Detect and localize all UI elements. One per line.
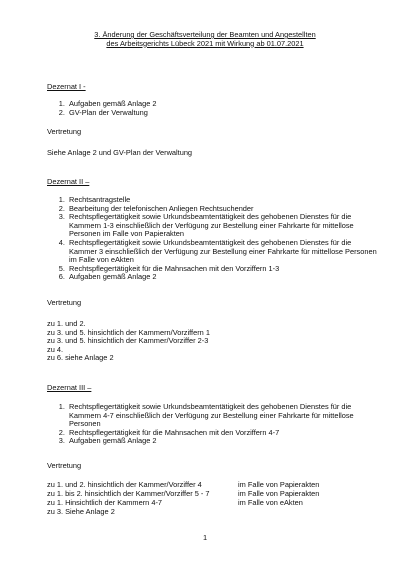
vertretung-row-left: zu 1. bis 2. hinsichtlich der Kammer/Vorziffer 5 - 7: [47, 489, 210, 498]
vertretung-row-right: im Falle von Papierakten: [238, 489, 320, 498]
dezernat-1-list: [51, 100, 378, 117]
vertretung-line: zu 3. und 5. hinsichtlich der Kammern/Vorziffern 1: [47, 327, 210, 337]
title-line-1: 3. Änderung der Geschäftsverteilung der Beamten und Angestellten: [94, 30, 316, 39]
vertretung-line: zu 6. siehe Anlage 2: [47, 353, 114, 363]
page-number: 1: [202, 533, 208, 542]
dezernat-2-heading: Dezernat II –: [47, 177, 90, 186]
list-item: 6. Aufgaben gemäß Anlage 2: [67, 273, 378, 282]
list-item: 1. Aufgaben gemäß Anlage 2: [67, 100, 378, 109]
vertretung-line: zu 4.: [47, 344, 64, 354]
list-item: 3. Rechtspflegertätigkeit sowie Urkundsbeamtentätigkeit des gehobenen Dienstes für die Kammern 1-3 einschließlich der Verfügung zur Bestellung einer Fahrkarte für mittellose Personen im Falle von Papierakten: [67, 213, 378, 239]
dezernat-2-list: [51, 196, 378, 282]
dezernat-3-vertretung-label: Vertretung: [47, 461, 82, 470]
list-item: 1. Rechtsantragstelle: [67, 196, 378, 205]
dezernat-1-vertretung-label: Vertretung: [47, 127, 82, 136]
list-item: 1. Rechtspflegertätigkeit sowie Urkundsbeamtentätigkeit des gehobenen Dienstes für die Kammern 4-7 einschließlich der Verfügung zur Bestellung einer Fahrkarte für mittellose Personen: [67, 403, 378, 429]
vertretung-line: zu 3. und 5. hinsichtlich der Kammer/Vorziffer 2-3: [47, 336, 209, 346]
vertretung-row: [47, 508, 115, 517]
dezernat-2-vertretung-lines: [47, 320, 210, 363]
dezernat-1-heading: Dezernat I -: [47, 82, 86, 91]
list-item: 2. Bearbeitung der telefonischen Anliegen Rechtsuchender: [67, 205, 378, 214]
vertretung-row-left: zu 1. und 2. hinsichtlich der Kammer/Vorziffer 4: [47, 480, 202, 489]
title-line-2: des Arbeitsgerichts Lübeck 2021 mit Wirkung ab 01.07.2021: [106, 38, 304, 48]
list-item: 2. Rechtspflegertätigkeit für die Mahnsachen mit den Vorziffern 4-7: [67, 429, 378, 438]
vertretung-line: zu 1. und 2.: [47, 319, 86, 328]
vertretung-row-left: zu 1. Hinsichtlich der Kammern 4-7: [47, 498, 163, 507]
dezernat-2-vertretung-label: Vertretung: [47, 298, 82, 307]
dezernat-3-list: [51, 403, 378, 446]
dezernat-3-heading: Dezernat III –: [47, 383, 92, 392]
vertretung-row-left: zu 3. Siehe Anlage 2: [47, 507, 115, 516]
vertretung-row-right: im Falle von eAkten: [238, 498, 303, 507]
list-item: 5. Rechtspflegertätigkeit für die Mahnsachen mit den Vorziffern 1-3: [67, 265, 378, 274]
dezernat-1-vertretung-text: Siehe Anlage 2 und GV-Plan der Verwaltung: [47, 148, 193, 157]
list-item: 3. Aufgaben gemäß Anlage 2: [67, 437, 378, 446]
vertretung-row-right: im Falle von Papierakten: [238, 480, 320, 489]
list-item: 4. Rechtspflegertätigkeit sowie Urkundsbeamtentätigkeit des gehobenen Dienstes für die Kammer 3 einschließlich der Verfügung zur Bestellung einer Fahrkarte für mittellose Personen im Falle von eAkten: [67, 239, 378, 265]
document-title: [0, 31, 410, 48]
list-item: 2. GV-Plan der Verwaltung: [67, 109, 378, 118]
